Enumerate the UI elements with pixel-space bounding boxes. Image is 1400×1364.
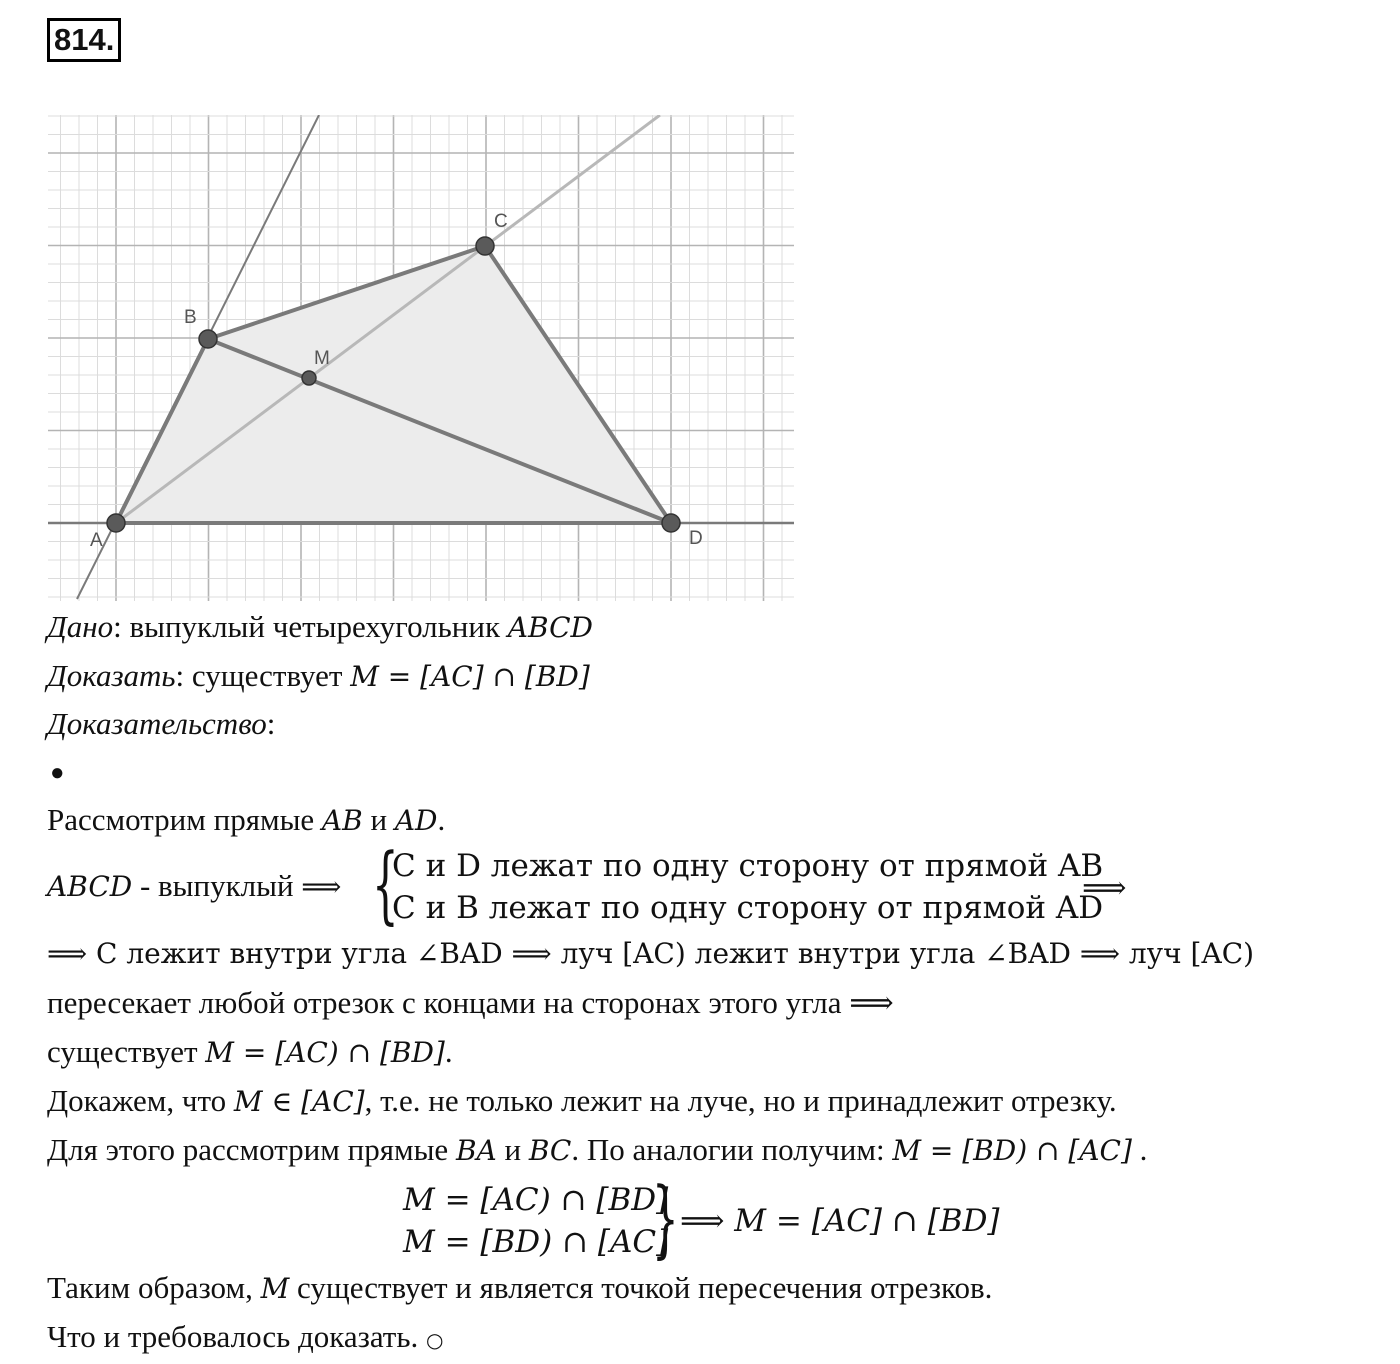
proof-colon: :	[266, 706, 276, 741]
line3: ⟹ C лежит внутри угла ∠BAD ⟹ луч [AC) лежит внутри угла ∠BAD ⟹ луч [AC)	[47, 937, 1255, 970]
problem-number: 814.	[47, 18, 121, 62]
line7-text: Для этого рассмотрим прямые	[47, 1132, 456, 1167]
given-label: Дано	[47, 609, 114, 644]
prove-line	[47, 658, 590, 695]
system2-row1: M = [AC) ∩ [BD]	[403, 1182, 669, 1218]
line9	[47, 1319, 443, 1358]
system2-row2: M = [BD) ∩ [AC]	[403, 1224, 669, 1260]
qed-symbol: ○	[426, 1328, 444, 1352]
line7-text-2: . По аналогии получим:	[571, 1132, 893, 1167]
prove-math: M = [AC] ∩ [BD]	[350, 660, 590, 693]
line2-math-abcd: ABCD	[47, 870, 133, 903]
line5	[47, 1034, 453, 1071]
given-line	[47, 609, 593, 646]
proof-label: Доказательство	[47, 706, 267, 741]
point-a	[107, 514, 125, 532]
line8	[47, 1270, 992, 1307]
given-text: : выпуклый четырехугольник	[113, 609, 508, 644]
line7-and: и	[496, 1132, 529, 1167]
given-math: ABCD	[507, 611, 593, 644]
line7-math-bc: BC	[528, 1134, 572, 1167]
label-b: B	[184, 307, 197, 328]
left-brace: {	[372, 835, 399, 933]
prove-text: : существует	[175, 658, 351, 693]
line1-text: Рассмотрим прямые	[47, 802, 322, 837]
line2-left	[47, 868, 341, 905]
prove-label: Доказать	[47, 658, 176, 693]
label-m: M	[314, 348, 330, 369]
line8-text-2: существует и является точкой пересечения отрезков.	[289, 1270, 993, 1305]
line1-math-ad: AD	[394, 804, 438, 837]
line7-math-ba: BA	[455, 1134, 497, 1167]
line5-text: существует	[47, 1034, 206, 1069]
line9-text: Что и требовалось доказать.	[47, 1319, 426, 1354]
point-m	[302, 371, 316, 385]
line7-period: .	[1131, 1132, 1148, 1167]
line6-math: M ∈ [AC]	[233, 1085, 365, 1118]
line5-math: M = [AC) ∩ [BD]	[205, 1036, 445, 1069]
line1-math-ab: AB	[321, 804, 363, 837]
proof-line	[47, 706, 275, 742]
line7-math-result: M = [BD) ∩ [AC]	[892, 1134, 1132, 1167]
line6	[47, 1083, 1117, 1120]
point-d	[662, 514, 680, 532]
line1	[47, 802, 445, 839]
label-a: A	[90, 530, 103, 551]
line6-text: Докажем, что	[47, 1083, 234, 1118]
quadrilateral-fill	[116, 246, 671, 523]
line8-text: Таким образом,	[47, 1270, 261, 1305]
line5-period: .	[444, 1034, 453, 1069]
line7	[47, 1132, 1147, 1169]
condition-1: C и D лежат по одну сторону от прямой AB	[392, 848, 1104, 884]
system2-result: ⟹ M = [AC] ∩ [BD]	[680, 1203, 1000, 1239]
line8-math: M	[260, 1272, 290, 1305]
line2-text: - выпуклый	[132, 868, 302, 903]
line4: пересекает любой отрезок с концами на сторонах этого угла ⟹	[47, 985, 894, 1020]
geometry-figure	[48, 115, 794, 601]
line1-period: .	[437, 802, 446, 837]
line2-arrow-right: ⟹	[1082, 870, 1127, 906]
label-d: D	[689, 528, 703, 549]
right-brace: }	[652, 1169, 679, 1267]
point-c	[476, 237, 494, 255]
point-b	[199, 330, 217, 348]
line2-arrow: ⟹	[301, 870, 342, 903]
bullet: ●	[50, 760, 65, 786]
line6-text-2: , т.е. не только лежит на луче, но и принадлежит отрезку.	[364, 1083, 1117, 1118]
condition-2: C и B лежат по одну сторону от прямой AD	[392, 890, 1104, 926]
label-c: C	[494, 211, 508, 232]
line1-and: и	[362, 802, 395, 837]
